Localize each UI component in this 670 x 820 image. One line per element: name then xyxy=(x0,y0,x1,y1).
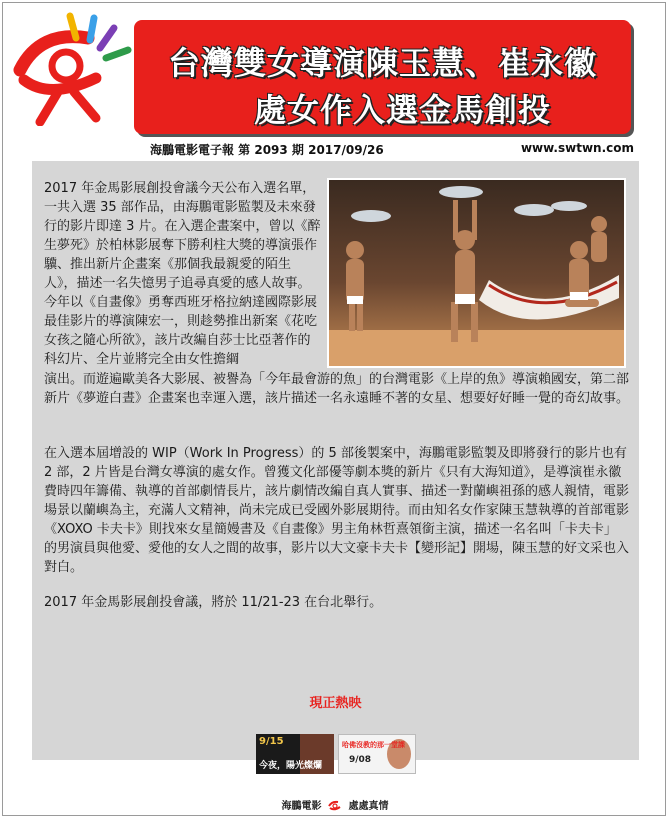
headline-line-2: 處女作入選金馬創投 xyxy=(253,91,551,129)
promo-banner-1-date: 9/15 xyxy=(259,736,284,747)
promo-banner-2-date: 9/08 xyxy=(349,755,372,765)
promo-banner-2[interactable] xyxy=(338,734,416,774)
footer-logo-icon xyxy=(328,800,342,812)
footer xyxy=(0,797,670,812)
headline-banner xyxy=(134,20,631,134)
site-url[interactable]: www.swtwn.com xyxy=(520,141,634,155)
promo-banner-1-title: 今夜，陽光燦爛 xyxy=(259,761,323,771)
article-photo xyxy=(327,178,626,368)
article-paragraph-3: 2017 年金馬影展創投會議，將於 11/21-23 在台北舉行。 xyxy=(44,595,383,610)
footer-right: 處處真情 xyxy=(348,801,389,812)
article-paragraph-2: 在入選本屆增設的 WIP（Work In Progress）的 5 部後製案中，海鵬電影監製及即將發行的影片也有 2 部，2 片皆是台灣女導演的處女作。曾獲文化部優等劇本獎的新片《只有大海知道》，是導演崔永徽費時四年籌備、執導的首部劇情長片，該片劇情改編自真人實事、描述一對蘭嶼祖孫的感人親情，電影場景以蘭嶼為主，充滿人文精神，尚未完成已受國外影展期待。而由知名女作家陳玉慧執導的首部電影《XOXO 卡夫卡》則找來女星簡嫚書及《自畫像》男主角林哲熹領銜主演，描述一名名叫「卡夫卡」的男演員與他愛、愛他的女人之間的故事，影片以大文豪卡夫卡【變形記】開場，陳玉慧的好文采也入對白。 xyxy=(44,446,630,575)
issue-info: 海鵬電影電子報 第 2093 期 2017/09/26 xyxy=(150,143,384,157)
article-panel xyxy=(32,161,639,771)
headline-line-1: 台灣雙女導演陳玉慧、崔永徽 xyxy=(167,44,597,82)
footer-left: 海鵬電影 xyxy=(281,801,322,812)
seaward-logo xyxy=(10,8,134,126)
article-paragraph-1-wrap: 2017 年金馬影展創投會議今天公布入選名單，一共入選 35 部作品，由海鵬電影監製及未來發行的影片即達 3 片。在入選企畫案中，曾以《醉生夢死》於柏林影展奪下勝利柱大獎的導演張作驥、推出新片企畫案《那個我最親愛的陌生人》，描述一名失憶男子追尋真愛的感人故事。今年以《自畫像》勇奪西班牙格拉納達國際影展最佳影片的導演陳宏一，則趁勢推出新案《花吃女孩之隨心所欲》，該片改編自莎士比亞著作的科幻片、全片並將完全由女性擔綱 xyxy=(44,181,321,367)
article-paragraph-1-full: 演出。而遊遍歐美各大影展、被譽為「今年最會游的魚」的台灣電影《上岸的魚》導演賴國安，第二部新片《夢遊白晝》企畫案也幸運入選，該片描述一名永遠睡不著的女星、想要好好睡一覺的奇幻故事。 xyxy=(44,372,630,406)
now-showing-heading: 現正熱映 xyxy=(309,696,362,711)
promo-banner-1[interactable] xyxy=(256,734,334,774)
promo-banner-2-title: 哈佛沒教的那一堂課 xyxy=(342,741,405,749)
